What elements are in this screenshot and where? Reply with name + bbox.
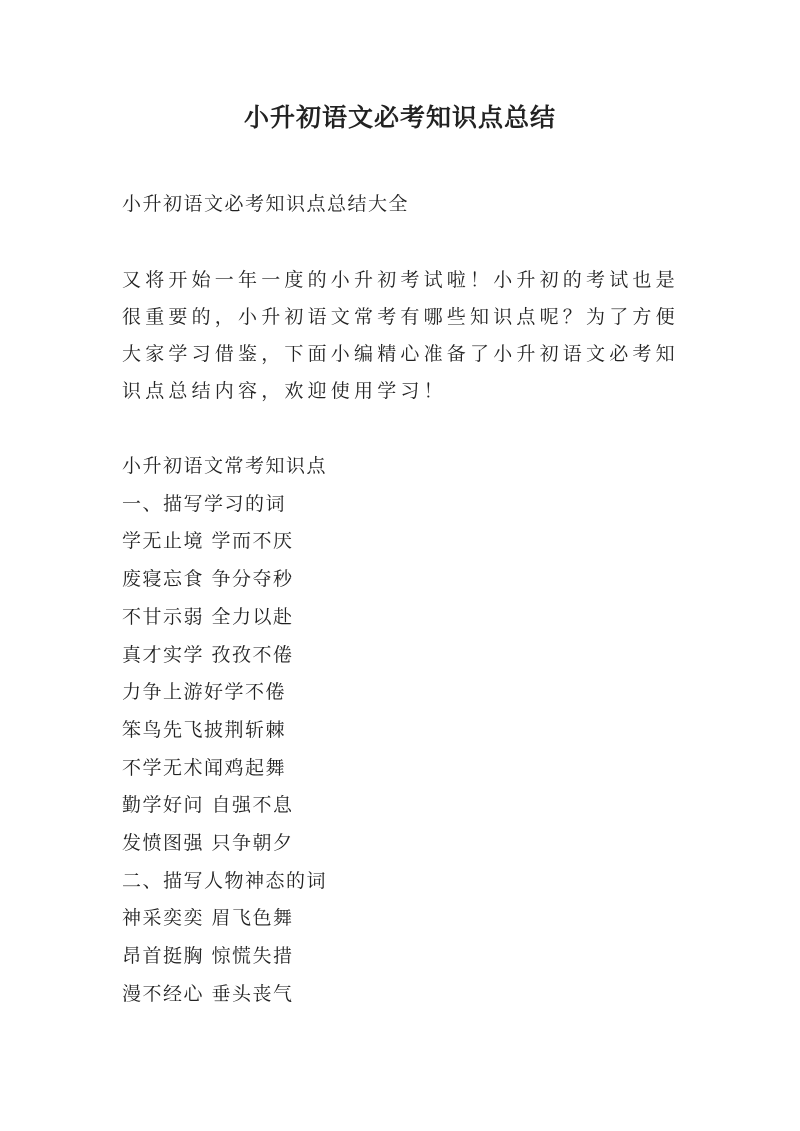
- list-item: 真才实学 孜孜不倦: [122, 643, 294, 666]
- list-item: 勤学好问 自强不息: [122, 794, 294, 817]
- list-item: 不学无术闻鸡起舞: [122, 756, 287, 779]
- list-item: 发愤图强 只争朝夕: [122, 832, 294, 855]
- document-subtitle: 小升初语文必考知识点总结大全: [122, 193, 410, 215]
- list-item: 昂首挺胸 惊慌失措: [122, 945, 294, 968]
- category-heading: 二、描写人物神态的词: [122, 869, 328, 892]
- list-item: 学无止境 学而不厌: [122, 530, 294, 553]
- section-heading: 小升初语文常考知识点: [122, 455, 328, 477]
- document-title: 小升初语文必考知识点总结: [243, 103, 556, 132]
- list-item: 废寝忘食 争分夺秒: [122, 568, 294, 591]
- intro-paragraph: 又将开始一年一度的小升初考试啦！小升初的考试也是很重要的，小升初语文常考有哪些知识点呢？为了方便大家学习借鉴，下面小编精心准备了小升初语文必考知识点总结内容，欢迎使用学习！: [122, 269, 679, 402]
- list-item: 漫不经心 垂头丧气: [122, 982, 294, 1005]
- knowledge-list: [122, 448, 687, 1014]
- list-item: 力争上游好学不倦: [122, 681, 287, 704]
- list-item: 不甘示弱 全力以赴: [122, 605, 294, 628]
- category-heading: 一、描写学习的词: [122, 492, 287, 515]
- list-item: 笨鸟先飞披荆斩棘: [122, 718, 287, 741]
- list-item: 神采奕奕 眉飞色舞: [122, 907, 294, 930]
